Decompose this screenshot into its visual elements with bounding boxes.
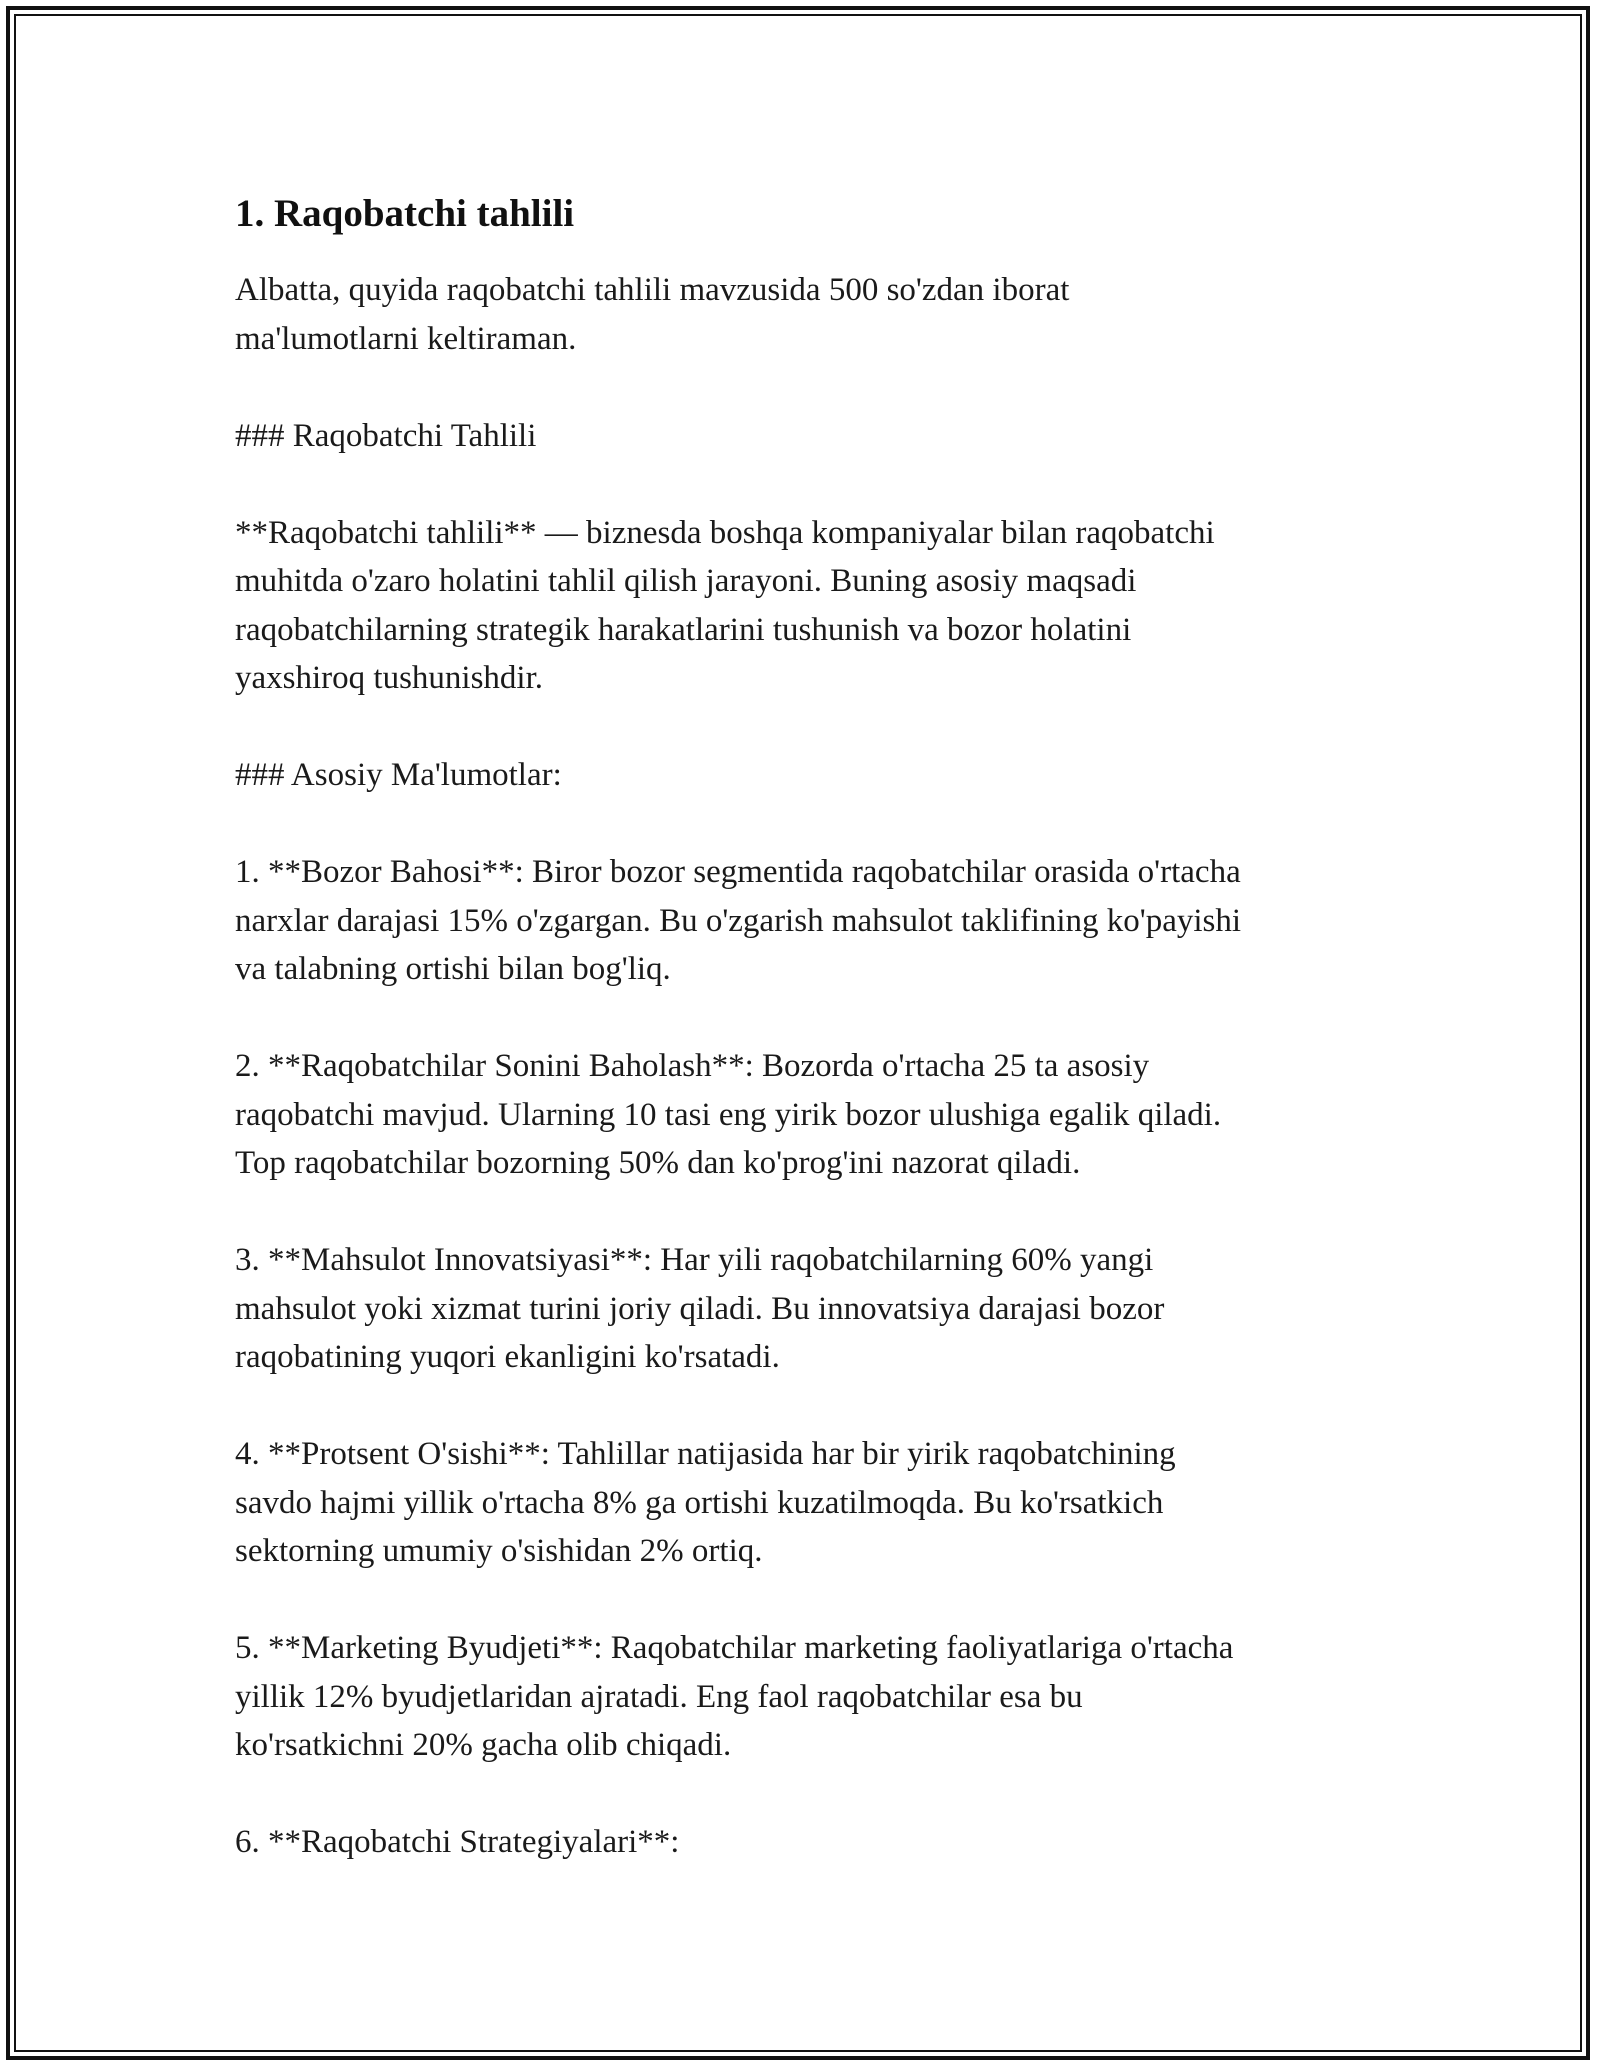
list-item-protsent-osishi: 4. **Protsent O'sishi**: Tahlillar natijasida har bir yirik raqobatchining savdo hajmi yillik o'rtacha 8% ga ortishi kuzatilmoqda. Bu ko'rsatkich sektorning umumiy o'sishidan 2% ortiq. bbox=[235, 1436, 1176, 1569]
list-item-raqobatchi-strategiyalari: 6. **Raqobatchi Strategiyalari**: bbox=[235, 1824, 680, 1860]
subheading-asosiy-malumotlar: ### Asosiy Ma'lumotlar: bbox=[235, 757, 562, 793]
intro-paragraph: Albatta, quyida raqobatchi tahlili mavzusida 500 so'zdan iborat ma'lumotlarni keltiraman. bbox=[235, 272, 1070, 357]
definition-paragraph: **Raqobatchi tahlili** — biznesda boshqa kompaniyalar bilan raqobatchi muhitda o'zaro holatini tahlil qilish jarayoni. Buning asosiy maqsadi raqobatchilarning strategik harakatlarini tushunish va bozor holatini yaxshiroq tushunishdir. bbox=[235, 514, 1215, 696]
list-item-mahsulot-innovatsiyasi: 3. **Mahsulot Innovatsiyasi**: Har yili raqobatchilarning 60% yangi mahsulot yoki xizmat turini joriy qiladi. Bu innovatsiya darajasi bozor raqobatining yuqori ekanligini ko'rsatadi. bbox=[235, 1242, 1165, 1375]
section-heading: 1. Raqobatchi tahlili bbox=[235, 192, 575, 235]
list-item-marketing-byudjeti: 5. **Marketing Byudjeti**: Raqobatchilar marketing faoliyatlariga o'rtacha yillik 12% byudjetlaridan ajratadi. Eng faol raqobatchilar esa bu ko'rsatkichni 20% gacha olib chiqadi. bbox=[235, 1630, 1234, 1763]
document-body bbox=[235, 188, 1375, 1867]
list-item-bozor-bahosi: 1. **Bozor Bahosi**: Biror bozor segmentida raqobatchilar orasida o'rtacha narxlar darajasi 15% o'zgargan. Bu o'zgarish mahsulot taklifining ko'payishi va talabning ortishi bilan bog'liq. bbox=[235, 854, 1242, 987]
list-item-raqobatchilar-soni: 2. **Raqobatchilar Sonini Baholash**: Bozorda o'rtacha 25 ta asosiy raqobatchi mavjud. Ularning 10 tasi eng yirik bozor ulushiga egalik qiladi. Top raqobatchilar bozorning 50% dan ko'prog'ini nazorat qiladi. bbox=[235, 1048, 1222, 1181]
subheading-raqobatchi-tahlili: ### Raqobatchi Tahlili bbox=[235, 417, 537, 454]
